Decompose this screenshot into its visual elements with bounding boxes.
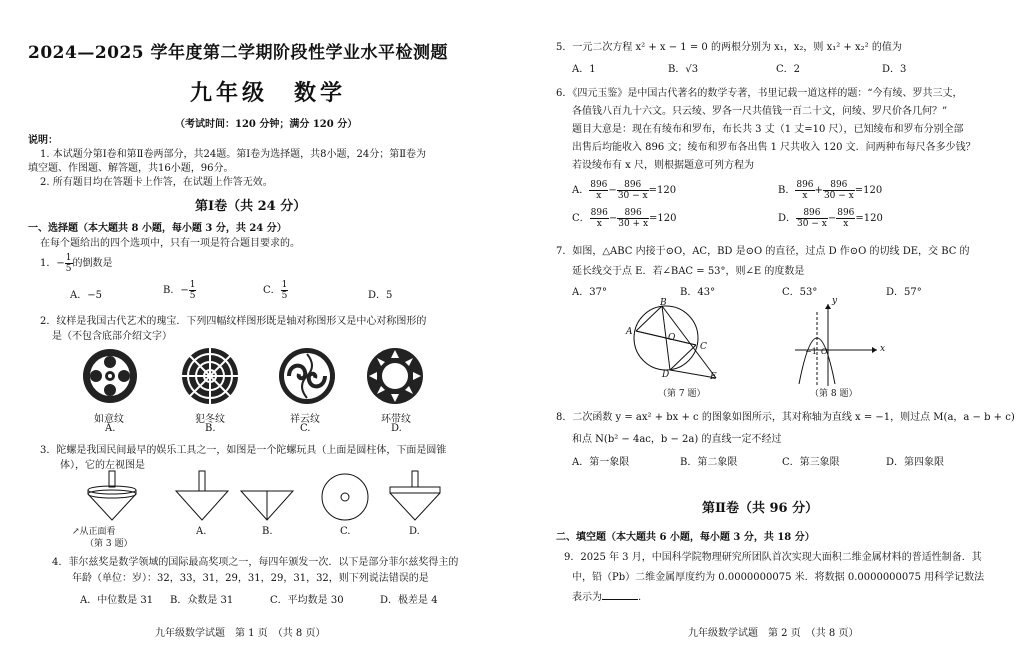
- question-6-line-2: 各值钱八百九十六文。只云绫、罗各一尺共值钱一百二十文，问绫、罗尺价各几何？”: [572, 106, 948, 117]
- option-d-view-image: [385, 470, 445, 525]
- question-3-line-1: 3．陀螺是我国民间最早的娱乐工具之一，如图是一个陀螺玩具（上面是圆柱体，下面是圆锥: [40, 445, 447, 456]
- q9-answer-blank[interactable]: [602, 599, 638, 600]
- question-5: 5．一元二次方程 x² + x − 1 = 0 的两根分别为 x₁，x₂，则 x₁² + x₂² 的值为: [556, 42, 902, 53]
- question-2-line-2: 是（不包含底部介绍文字）: [52, 331, 172, 342]
- question-9-line-1: 9．2025 年 3 月，中国科学院物理研究所团队首次实现大面积二维金属材料的普适性制备．其: [564, 552, 982, 563]
- q3-figure-label: （第 3 题）: [85, 539, 133, 549]
- question-8-line-2: 和点 N(b² − 4ac，b − 2a) 的直线一定不经过: [572, 434, 782, 445]
- q4-option-d: D．极差是 4: [380, 595, 438, 606]
- question-3-line-2: 体），它的左视图是: [60, 460, 145, 471]
- huandai-pattern-image: [365, 346, 425, 406]
- question-9-line-2: 中，铅（Pb）二维金属厚度约为 0.0000000075 米．将数据 0.0000000075 用科学记数法: [572, 572, 985, 583]
- note-2: 2. 所有题目均在答题卡上作答，在试题上作答无效。: [40, 177, 273, 188]
- q1-option-c: C． $\frac{1}{5}$: [263, 280, 288, 301]
- q4-option-c: C．平均数是 30: [270, 595, 344, 606]
- question-7-line-1: 7．如图，△ABC 内接于⊙O，AC，BD 是⊙O 的直径，过点 D 作⊙O 的切线 DE，交 BC 的: [556, 246, 970, 257]
- note-1-line-2: 填空题、作图题、解答题，共16小题，96分。: [28, 163, 234, 174]
- question-7-line-2: 延长线交于点 E．若∠BAC = 53°，则∠E 的度数是: [572, 266, 805, 277]
- question-2-line-1: 2．纹样是我国古代艺术的瑰宝．下列四幅纹样图形既是轴对称图形又是中心对称图形的: [40, 316, 427, 327]
- figure-8-parabola-graph: [793, 298, 886, 388]
- ruyi-pattern-image: [80, 346, 140, 406]
- question-4-line-1: 4．菲尔兹奖是数学领域的国际最高奖项之一，每四年颁发一次．以下是部分菲尔兹奖得主的: [52, 557, 459, 568]
- page-2-footer: 九年级数学试题 第 2 页 （共 8 页）: [688, 628, 859, 639]
- page-1: [0, 0, 500, 656]
- fig8-minus-one-label: −1: [805, 347, 817, 356]
- front-view-label: ↗从正面看: [72, 527, 116, 537]
- fig7-point-e: E: [710, 372, 717, 382]
- question-9-line-3: 表示为 .: [572, 592, 642, 603]
- option-c-view-image: [318, 470, 373, 525]
- q3-option-c: C.: [340, 526, 351, 537]
- question-8-line-1: 8．二次函数 y = ax² + bx + c 的图象如图所示，其对称轴为直线 x = −1，则过点 M(a，a − b + c): [556, 412, 1015, 423]
- fig8-x-axis-label: x: [880, 344, 886, 354]
- page-2: [510, 0, 1020, 656]
- question-4-line-2: 年龄（单位：岁）：32，33，31，29，31，29，31，32，则下列说法错误的是: [72, 573, 429, 584]
- section-2-title: 第Ⅱ卷（共 96 分）: [702, 501, 819, 516]
- q2-option-d: D.: [391, 423, 402, 434]
- q7-option-d: D．57°: [886, 287, 922, 298]
- option-a-view-image: [172, 470, 232, 525]
- pattern-label-d: 环带纹: [381, 414, 411, 425]
- notes-label: 说明：: [28, 135, 58, 146]
- part-1-heading: 一、选择题（本大题共 8 小题，每小题 3 分，共 24 分）: [28, 223, 287, 234]
- q7-option-a: A．37°: [572, 287, 607, 298]
- rendong-pattern-image: [180, 346, 240, 406]
- page-1-footer: 九年级数学试题 第 1 页 （共 8 页）: [155, 628, 326, 639]
- figure-8-label: （第 8 题）: [810, 389, 858, 399]
- q4-option-a: A．中位数是 31: [80, 595, 154, 606]
- part-1-instruction: 在每个题给出的四个选项中，只有一项是符合题目要求的。: [40, 238, 300, 249]
- fig7-point-o: O: [668, 333, 676, 343]
- q6-option-a: A． $\frac{896}{x}$ − $\frac{896}{30 - x}$ =120: [572, 180, 677, 201]
- q2-option-c: C.: [300, 423, 311, 434]
- q2-option-a: A.: [105, 423, 116, 434]
- question-6-line-5: 若设绫布有 x 尺，则根据题意可列方程为: [572, 160, 754, 171]
- fig7-point-d: D: [662, 370, 670, 380]
- question-1: 1．− $\frac{1}{5}$ 的倒数是: [40, 253, 113, 274]
- q1-option-b: B．− $\frac{1}{5}$: [163, 280, 196, 301]
- q4-option-b: B．众数是 31: [170, 595, 234, 606]
- q8-option-d: D．第四象限: [886, 457, 945, 468]
- q7-option-c: C．53°: [782, 287, 818, 298]
- q5-option-a: A．1: [572, 64, 596, 75]
- q8-option-a: A．第一象限: [572, 457, 630, 468]
- q5-option-c: C．2: [776, 64, 801, 75]
- q1-option-d: D．5: [368, 290, 393, 301]
- part-2-heading: 二、填空题（本大题共 6 小题，每小题 3 分，共 18 分）: [556, 532, 815, 543]
- q6-option-c: C． $\frac{896}{x}$ − $\frac{896}{30 + x}$ =120: [572, 208, 677, 229]
- q6-option-b: B． $\frac{896}{x}$ + $\frac{896}{30 - x}$ =120: [778, 180, 883, 201]
- q3-option-b: B.: [262, 526, 273, 537]
- pattern-label-a: 如意纹: [94, 414, 124, 425]
- q2-option-b: B.: [205, 423, 216, 434]
- q7-option-b: B．43°: [680, 287, 716, 298]
- note-1-line-1: 1. 本试题分第Ⅰ卷和第Ⅱ卷两部分，共24题。第Ⅰ卷为选择题，共8小题，24分；第Ⅱ卷为: [40, 149, 427, 160]
- fig7-point-a: A: [626, 327, 633, 337]
- question-6-line-3: 题目大意是：现在有绫布和罗布，布长共 3 丈（1 丈=10 尺），已知绫布和罗布分别全部: [572, 124, 964, 135]
- section-1-title: 第Ⅰ卷（共 24 分）: [195, 199, 307, 214]
- q1-option-a: A．−5: [70, 290, 102, 301]
- exam-title: 2024—2025 学年度第二学期阶段性学业水平检测题: [28, 43, 449, 63]
- q5-option-d: D．3: [882, 64, 907, 75]
- figure-7-label: （第 7 题）: [658, 389, 706, 399]
- exam-subtitle: 九年级 数学: [190, 80, 347, 106]
- q5-option-b: B．√3: [668, 64, 699, 75]
- fig8-origin-label: O: [821, 347, 828, 356]
- pattern-label-b: 犯冬纹: [195, 414, 225, 425]
- option-b-view-image: [237, 470, 297, 525]
- top-toy-image: [82, 470, 142, 525]
- q8-option-b: B．第二象限: [680, 457, 738, 468]
- q3-option-d: D.: [409, 526, 420, 537]
- xiangyun-pattern-image: [277, 346, 337, 406]
- question-6-line-4: 出售后均能收入 896 文；绫布和罗布各出售 1 尺共收入 120 文．问两种布每尺各多少钱？: [572, 142, 976, 153]
- fig7-point-c: C: [700, 342, 707, 352]
- question-6-line-1: 6．《四元玉鉴》是中国古代著名的数学专著，书里记载一道这样的题：“今有绫、罗共三丈，: [556, 88, 963, 99]
- fig8-y-axis-label: y: [832, 296, 838, 306]
- q8-option-c: C．第三象限: [782, 457, 840, 468]
- exam-info: （考试时间：120 分钟；满分 120 分）: [175, 119, 358, 130]
- q6-option-d: D． $\frac{896}{30 - x}$ − $\frac{896}{x}$ =120: [778, 208, 883, 229]
- pattern-label-c: 祥云纹: [290, 414, 320, 425]
- q3-option-a: A.: [196, 526, 207, 537]
- fig7-point-b: B: [660, 298, 667, 308]
